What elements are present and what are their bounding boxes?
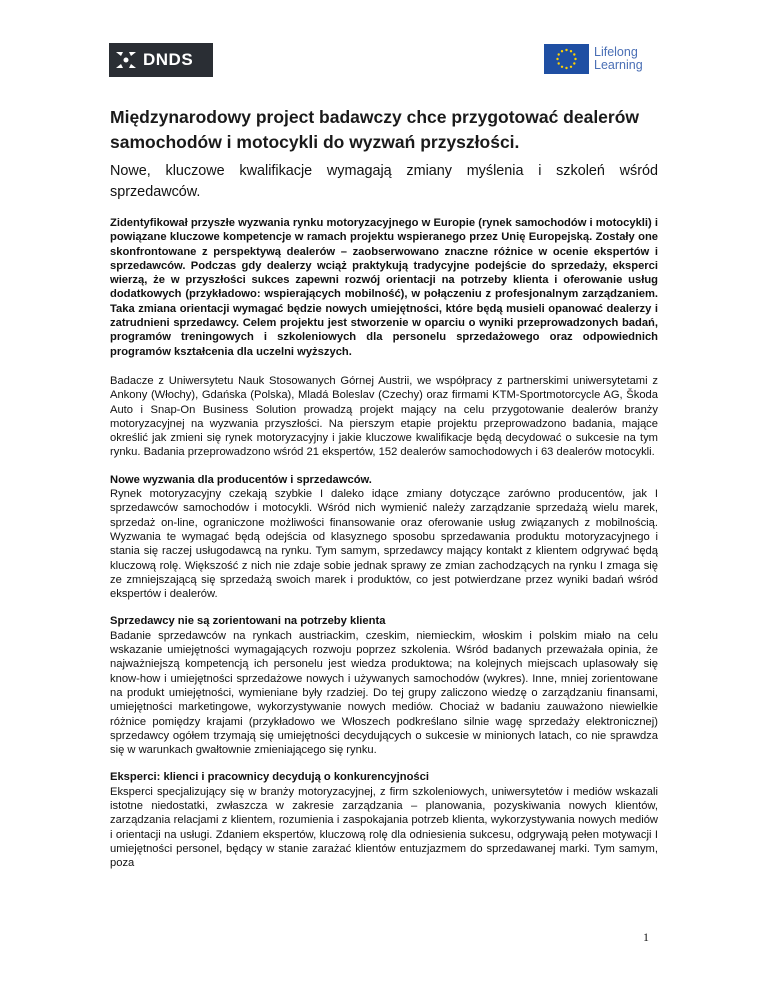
article-title: Międzynarodowy project badawczy chce przygotować dealerów samochodów i motocykli do wyzwań przyszłości. [110, 107, 640, 152]
article-lead: Zidentyfikował przyszłe wyzwania rynku motoryzacyjnego w Europie (rynek samochodów i motocykli) i powiązane kluczowe kompetencje w ramach projektu wspieranego przez Unię Europejską. Zostały one skonfrontowane z perspektywą dealerów – zaobserwowano znaczne różnice w ocenie ekspertów i sprzedawców. Podczas gdy dealerzy wciąż praktykują tradycyjne podejście do sprzedaży, eksperci wierzą, że w przyszłości sukces zapewni rozwój orientacji na potrzeby klienta i oferowanie usług dodatkowych (przykładowo: wspierających mobilność), w połączeniu z profesjonalnym zarządzaniem. Taka zmiana orientacji wymagać będzie nowych umiejętności, które będą musieli opanować dealerzy i zatrudnieni sprzedawcy. Celem projektu jest stworzenie w oparciu o wyniki przeprowadzonych badań, programów treningowych i szkoleniowych dla personelu sprzedażowego oraz odpowiednich programów kształcenia dla uczelni wyższych. [110, 217, 658, 358]
dnds-logo-text: DNDS [143, 50, 194, 69]
section-heading: Sprzedawcy nie są zorientowani na potrzeby klienta [110, 615, 386, 628]
section-heading: Eksperci: klienci i pracownicy decydują o konkurencyjności [110, 771, 429, 784]
article [110, 105, 658, 870]
eu-star [573, 53, 575, 55]
eu-flag-icon [544, 44, 589, 74]
eu-star [565, 67, 567, 69]
eu-star [570, 66, 572, 68]
eu-star [570, 50, 572, 52]
section-text: Eksperci specjalizujący się w branży motoryzacyjnej, z firm szkoleniowych, uniwersytetów i mediów wskazali istotne niedostatki, zwłaszcza w zakresie zarządzania – planowania, pozyskiwania nowych klientów, zarządzania relacjami z klientem, rozumienia i zaspokajania potrzeb klienta, wykorzystywania nowych mediów i orientacji na usługi. Zdaniem ekspertów, kluczową rolę dla odniesienia sukcesu, odgrywają pełen motywacji I umiejętności personel, będący w stanie zarażać klientów entuzjazmem do sprzedawanej marki. Tym samym, poza [110, 785, 658, 870]
dnds-logo-mark-icon [113, 47, 139, 73]
section-experts [110, 770, 658, 870]
logo-line-2: Learning [594, 58, 643, 72]
page-number: 1 [643, 930, 649, 944]
eu-star [558, 62, 560, 64]
eu-star [558, 53, 560, 55]
dnds-logo [109, 43, 213, 77]
section-challenges [110, 473, 658, 602]
section-sellers [110, 614, 658, 757]
article-intro: Badacze z Uniwersytetu Nauk Stosowanych Górnej Austrii, we współpracy z partnerskimi uniwersytetami z Ankony (Włochy), Gdańska (Polska), Mladá Boleslav (Czechy) oraz firmami KTM-Sportmotorcycle AG, Škoda Auto i Snap-On Business Solution prowadzą projekt mający na celu przygotowanie dealerów branży motoryzacyjnej na wyzwania przyszłości. Na pierszym etapie projektu przeprowadzono badania, mające określić jak zmieni się rynek motoryzacyjny i jakie kluczowe kwalifikacje będą decydować o sukcesie na tym rynku. Badania przeprowadzono wśród 21 ekspertów, 152 dealerów samochodowych i 63 dealerów motocykli. [110, 374, 658, 459]
logo-line-1: Lifelong [594, 45, 638, 59]
lifelong-learning-logo [544, 43, 643, 75]
eu-star [561, 50, 563, 52]
eu-star [574, 58, 576, 60]
eu-star [561, 66, 563, 68]
section-heading: Nowe wyzwania dla producentów i sprzedawców. [110, 473, 372, 486]
article-subtitle: Nowe, kluczowe kwalifikacje wymagają zmiany myślenia i szkoleń wśród sprzedawców. [110, 163, 658, 200]
section-text: Badanie sprzedawców na rynkach austriackim, czeskim, niemieckim, włoskim i polskim miało na celu wskazanie umiejętności wymagających rozwoju poprzez szkolenia. Wśród badanych przeważała opinia, że najważniejszą kompetencją ich personelu jest wiedza produktowa; na kolejnych miejscach uplasowały się know-how i umiejętności sprzedażowe nowych i używanych samochodów (wykres). Inne, mniej zorientowane na produkt umiejętności, wymieniane były rzadziej. Do tej grupy zaliczono wiedzę o zarządzaniu finansami, umiejętności marketingowe, wykorzystywanie nowych mediów. Chociaż w badaniu zauważono niewielkie różnice pomiędzy krajami (przykładowo we Włoszech podkreślano silnie wagę sprzedaży elektronicznej) sprzedawcy ogółem trzymają się umiejętności decydujących o sukcesie w minionych latach, co nie sprawdza się w warunkach gwałtownie zmieniającego się rynku. [110, 629, 658, 757]
section-text: Rynek motoryzacyjny czekają szybkie I daleko idące zmiany dotyczące zarówno producentów, jak I sprzedawców samochodów i motocykli. Wśród nich wymienić należy zarządzanie sprzedażą wielu marek, sprzedaż on-line, ograniczone możliwości finansowanie oraz oferowanie usług związanych z mobilnością. Wyzwania te wymagać będą odejścia od klasyznego sposobu sprzedawania produktu motoryzacyjnego i stania się raczej usługodawcą na rynku. Tym samym, sprzedawcy mający kontakt z klientem odgrywać będą kluczową rolę. Większość z nich nie zdaje sobie jednak sprawy ze zmian zachodzących na rynku I zmaga się ze zmniejszającą się sprzedażą swoich marek i produktów, co jest potwierdzane przez wyniki badań wśród ekspertów i dealerów. [110, 488, 658, 601]
eu-star [573, 62, 575, 64]
eu-star [565, 49, 567, 51]
eu-star [556, 58, 558, 60]
